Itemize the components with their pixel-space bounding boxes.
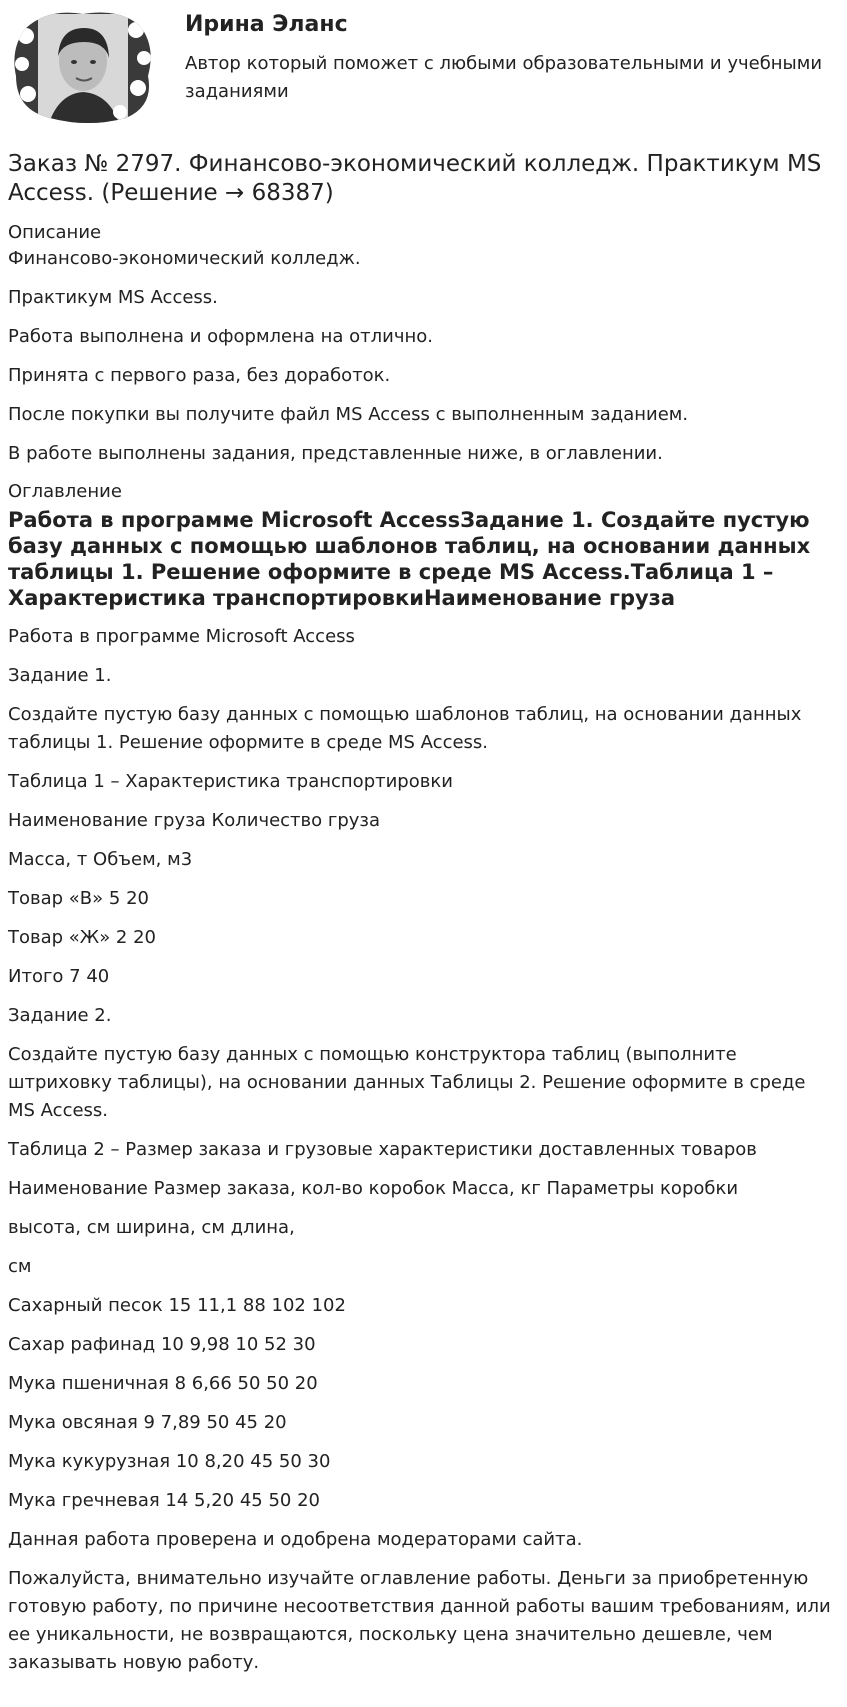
content-paragraph: Мука пшеничная 8 6,66 50 50 20 — [8, 1373, 318, 1394]
content-paragraph: Таблица 2 – Размер заказа и грузовые характеристики доставленных товаров — [8, 1139, 757, 1160]
content-paragraph: Сахарный песок 15 11,1 88 102 102 — [8, 1295, 346, 1316]
refund-notice: Пожалуйста, внимательно изучайте оглавление работы. Деньги за приобретенную готовую работу, по причине несоответствия данной работы вашим требованиям, или ее уникальности, не возвращаются, поскольку цена значительно дешевле, чем заказывать новую работу. — [8, 1568, 831, 1673]
page — [8, 0, 838, 1677]
content-paragraph: Масса, т Объем, м3 — [8, 849, 193, 870]
description-label: Описание — [8, 222, 102, 243]
content-paragraph: Мука гречневая 14 5,20 45 50 20 — [8, 1490, 321, 1511]
content-paragraph: Наименование Размер заказа, кол-во коробок Масса, кг Параметры коробки — [8, 1178, 739, 1199]
order-title: Заказ № 2797. Финансово-экономический колледж. Практикум MS Access. (Решение → 68387) — [8, 151, 822, 206]
description-list — [8, 248, 838, 465]
content-paragraph: Итого 7 40 — [8, 966, 110, 987]
content-paragraph: Создайте пустую базу данных с помощью шаблонов таблиц, на основании данных таблицы 1. Решение оформите в среде MS Access. — [8, 704, 802, 753]
author-name[interactable]: Ирина Эланс — [185, 12, 348, 37]
author-block — [8, 0, 838, 130]
content-paragraph: Таблица 1 – Характеристика транспортировки — [8, 771, 453, 792]
content-paragraph: Работа в программе Microsoft Access — [8, 626, 355, 647]
content-paragraph: Сахар рафинад 10 9,98 10 52 30 — [8, 1334, 316, 1355]
content-paragraph: высота, см ширина, см длина, — [8, 1217, 295, 1238]
content-paragraph: Мука овсяная 9 7,89 50 45 20 — [8, 1412, 287, 1433]
toc-label: Оглавление — [8, 481, 122, 502]
content-paragraph: Товар «Ж» 2 20 — [8, 927, 157, 948]
author-description: Автор который поможет с любыми образовательными и учебными заданиями — [185, 53, 823, 102]
description-line: Работа выполнена и оформлена на отлично. — [8, 326, 434, 347]
description-line: Принята с первого раза, без доработок. — [8, 365, 391, 386]
content-paragraph: Наименование груза Количество груза — [8, 810, 381, 831]
moderation-note: Данная работа проверена и одобрена модераторами сайта. — [8, 1529, 583, 1550]
toc-heading: Работа в программе Microsoft AccessЗадание 1. Создайте пустую базу данных с помощью шаблонов таблиц, на основании данных таблицы 1. Решение оформите в среде MS Access.Таблица 1 – Характеристика транспортировкиНаименование груза — [8, 508, 811, 610]
description-line: Финансово-экономический колледж. — [8, 248, 361, 269]
author-avatar[interactable] — [8, 6, 158, 126]
content-paragraph: Задание 1. — [8, 665, 112, 686]
description-line: Практикум MS Access. — [8, 287, 218, 308]
content-paragraph: см — [8, 1256, 32, 1277]
footer-notes — [8, 1526, 838, 1677]
content-paragraph: Создайте пустую базу данных с помощью конструктора таблиц (выполните штриховку таблицы), на основании данных Таблицы 2. Решение оформите в среде MS Access. — [8, 1044, 806, 1121]
content-paragraph: Мука кукурузная 10 8,20 45 50 30 — [8, 1451, 331, 1472]
toc-content — [8, 623, 838, 1515]
description-line: В работе выполнены задания, представленные ниже, в оглавлении. — [8, 443, 663, 464]
content-paragraph: Задание 2. — [8, 1005, 112, 1026]
content-paragraph: Товар «В» 5 20 — [8, 888, 149, 909]
description-line: После покупки вы получите файл MS Access с выполненным заданием. — [8, 404, 689, 425]
